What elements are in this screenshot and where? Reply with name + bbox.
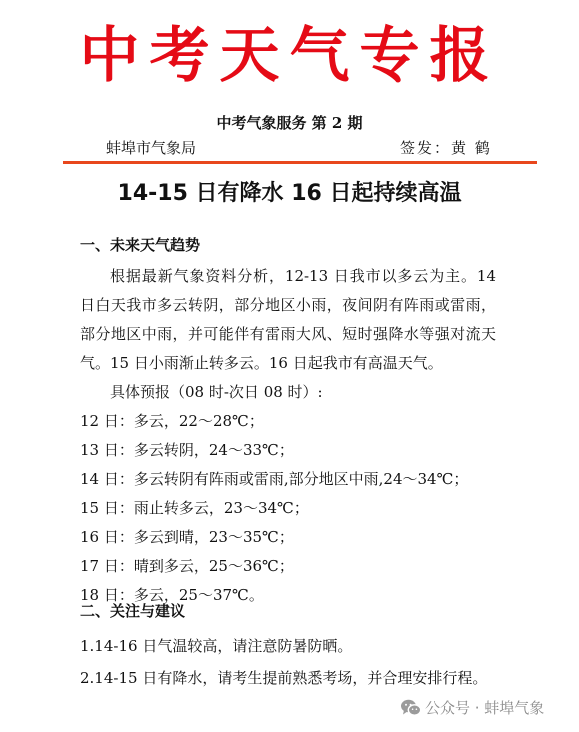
forecast-line [80,465,510,494]
forecast-day: 18 日： [80,586,134,604]
forecast-line [80,552,510,581]
advice-item: 1.14-16 日气温较高，请注意防暑防晒。 [80,637,353,655]
advice-item: 2.14-15 日有降水，请考生提前熟悉考场，并合理安排行程。 [80,669,488,687]
issue-line: 中考气象服务 第 2 期 [216,114,363,132]
forecast-list [80,378,510,610]
forecast-text: 多云到晴，23～35℃； [133,528,294,546]
header-rule [63,161,537,164]
forecast-text: 多云转阴，24～33℃； [133,441,294,459]
forecast-day: 17 日： [80,557,134,575]
forecast-text: 多云转阴有阵雨或雷雨,部分地区中雨,24～34℃； [133,470,469,488]
forecast-text: 雨止转多云，23～34℃； [133,499,309,517]
wechat-icon [400,698,422,725]
headline: 14-15 日有降水 16 日起持续高温 [117,181,462,206]
forecast-day: 15 日： [80,499,134,517]
trend-paragraph: 根据最新气象资料分析，12-13 日我市以多云为主。14 日白天我市多云转阴，部分地区小雨，夜间阴有阵雨或雷雨，部分地区中雨，并可能伴有雷雨大风、短时强降水等强对流天气。15 日小雨渐止转多云。16 日起我市有高温天气。 [80,267,496,372]
forecast-line [80,523,510,552]
forecast-line [80,494,510,523]
forecast-line [80,407,510,436]
issuer-name: 蚌埠市气象局 [106,139,197,157]
forecast-text: 晴到多云，25～36℃； [133,557,294,575]
forecast-text: 多云，25～37℃。 [133,586,264,604]
forecast-day: 12 日： [80,412,134,430]
forecast-line [80,436,510,465]
forecast-intro: 具体预报（08 时-次日 08 时）: [110,383,323,401]
forecast-day: 14 日： [80,470,134,488]
signer-name: 签发：黄 鹤 [400,139,492,157]
advice-list [80,632,496,696]
forecast-text: 多云，22～28℃； [133,412,264,430]
masthead-title: 中考天气专报 [79,21,500,91]
forecast-day: 16 日： [80,528,134,546]
forecast-day: 13 日： [80,441,134,459]
watermark [400,696,544,720]
watermark-text: 公众号 · 蚌埠气象 [425,699,545,717]
section-heading-advice: 二、关注与建议 [80,602,186,620]
section-heading-trend: 一、未来天气趋势 [80,236,201,254]
